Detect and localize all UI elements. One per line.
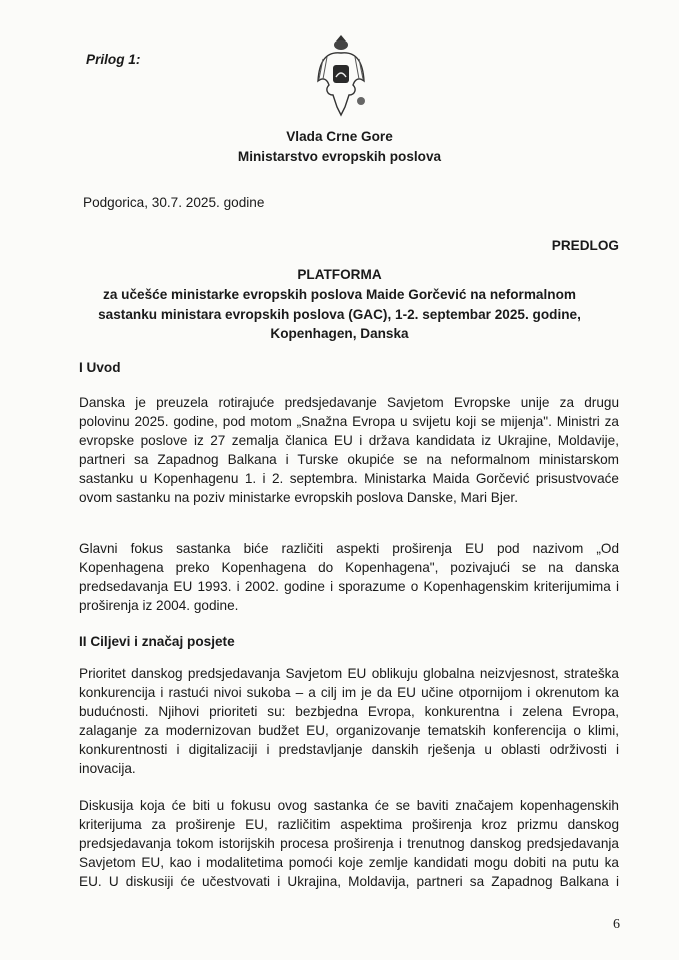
paragraph-line: Kopenhagena preko Kopenhagena do Kopenhagena", pozivajući se na danska [79,560,619,575]
title-line: Kopenhagen, Danska [270,326,409,341]
section-heading: II Ciljevi i značaj posjete [79,634,235,649]
paragraph-line: Danska je preuzela rotirajuće predsjedavanje Savjetom Evropske unije za drugu [79,395,619,410]
paragraph-line: konkurentnosti i digitalizaciji i predstavljanje danskih rješenja u oblasti održivosti i [79,742,619,757]
place-date: Podgorica, 30.7. 2025. godine [83,195,265,210]
paragraph-line: partneri sa Zapadnog Balkana i Turske okupiće se na neformalnom ministarskom [79,452,619,467]
paragraph-line: predsjedavanja tokom istorijskih procesa proširenja i trenutnog danskog predsjedavanja [79,836,619,851]
paragraph-line: predsedavanja EU 1993. i 2002. godine i sporazume o Kopenhagenskim kriterijumima i [79,579,619,594]
title-line: za učešće ministarke evropskih poslova Maide Gorčević na neformalnom [103,287,576,302]
annex-label: Prilog 1: [86,52,141,67]
paragraph-line: budućnosti. Njihovi prioriteti su: bezbjedna Evropa, konkurentna i zelena Evropa, [79,704,619,719]
paragraph-line: zalaganje za modernizovan budžet EU, organizovanje tematskih konferencija o klimi, [79,723,619,738]
paragraph-line: konkurencija i rastući nivoi sukoba – a cilj im je da EU učine otpornijom i okrenutom ka [79,685,619,700]
page-number: 6 [613,917,620,932]
paragraph-line: ovom sastanku na poziv ministarke evropskih poslova Danske, Mari Bjer. [79,490,518,505]
paragraph-line: evropske poslove iz 27 zemalja članica EU i država kandidata iz Ukrajine, Moldavije, [79,433,619,448]
paragraph-line: sastanku u Kopenhagenu 1. i 2. septembra. Ministarka Maida Gorčević prisustvovaće [79,471,619,486]
ministry-name: Ministarstvo evropskih poslova [237,149,442,164]
coat-of-arms-emblem [315,33,367,117]
title-line: sastanku ministara evropskih poslova (GAC), 1-2. septembar 2025. godine, [98,307,581,322]
government-name: Vlada Crne Gore [286,129,393,144]
paragraph-line: polovinu 2025. godine, pod motom „Snažna Evropa u svijetu koji se mijenja". Ministri za [79,414,619,429]
section-heading: I Uvod [79,360,121,375]
paragraph-line: inovacija. [79,761,136,776]
paragraph-line: proširenja iz 2004. godine. [79,598,239,613]
paragraph-line: kriterijuma za proširenje EU, različitim aspektima proširenja kroz prizmu danskog [79,817,619,832]
paragraph-line: Prioritet danskog predsjedavanja Savjetom EU oblikuju globalna neizvjesnost, strateška [79,666,619,681]
document-title: PLATFORMA [297,267,382,282]
paragraph-line: Glavni fokus sastanka biće različiti aspekti proširenja EU pod nazivom „Od [79,541,619,556]
paragraph-line: Diskusija koja će biti u fokusu ovog sastanka će se baviti značajem kopenhagenskih [79,798,619,813]
document-status: PREDLOG [551,238,619,253]
paragraph-line: EU. U diskusiji će učestvovati i Ukrajina, Moldavija, partneri sa Zapadnog Balkana i [79,874,619,889]
paragraph-line: Savjetom EU, kao i modalitetima pomoći koje zemlje kandidati mogu dobiti na putu ka [79,855,619,870]
